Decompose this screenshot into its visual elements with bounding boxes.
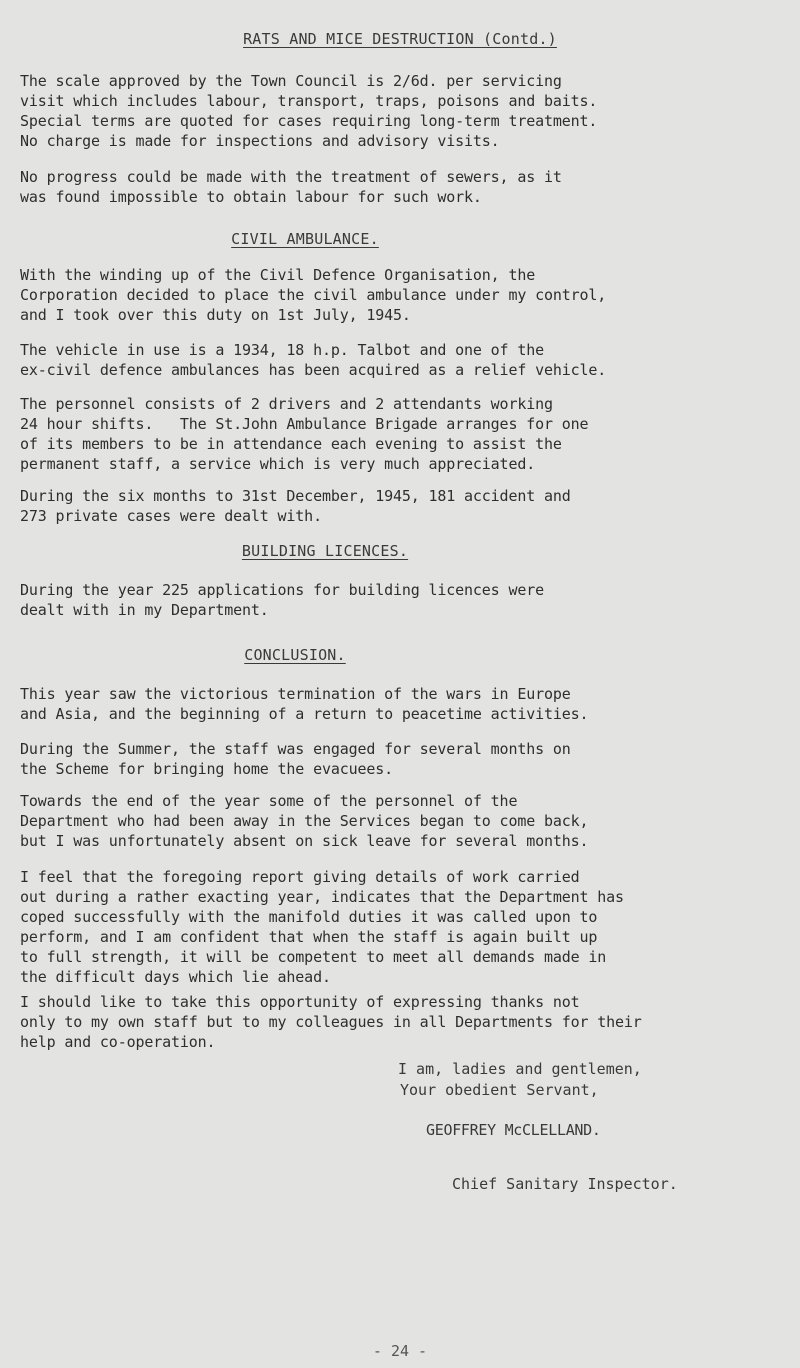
signoff-name: GEOFFREY McCLELLAND.	[426, 1121, 601, 1139]
paragraph-cases-dealt: During the six months to 31st December, 1945, 181 accident and 273 private cases were dealt with.	[20, 487, 571, 525]
paragraph-scale-charges: The scale approved by the Town Council is 2/6d. per servicing visit which includes labour, transport, traps, poisons and baits. Special terms are quoted for cases requiring long-term treatment. No charge is made for inspections and advisory visits.	[20, 72, 598, 150]
paragraph-sewers: No progress could be made with the treatment of sewers, as it was found impossible to obtain labour for such work.	[20, 168, 562, 206]
paragraph-sick-leave: Towards the end of the year some of the personnel of the Department who had been away in the Services began to come back, but I was unfortunately absent on sick leave for several months.	[20, 792, 589, 850]
signoff-greeting: I am, ladies and gentlemen,	[398, 1060, 642, 1078]
paragraph-personnel: The personnel consists of 2 drivers and 2 attendants working 24 hour shifts. The St.John Ambulance Brigade arranges for one of its members to be in attendance each evening to assist the permanent staff, a service which is very much appreciated.	[20, 395, 589, 473]
paragraph-vehicle: The vehicle in use is a 1934, 18 h.p. Talbot and one of the ex-civil defence ambulances has been acquired as a relief vehicle.	[20, 341, 607, 379]
section-heading-building-licences: BUILDING LICENCES.	[241, 542, 409, 560]
section-heading-civil-ambulance: CIVIL AMBULANCE.	[231, 230, 379, 248]
page-number: - 24 -	[372, 1342, 428, 1360]
section-heading-rats-mice: RATS AND MICE DESTRUCTION (Contd.)	[243, 30, 557, 48]
paragraph-foregoing-report: I feel that the foregoing report giving details of work carried out during a rather exacting year, indicates that the Department has coped successfully with the manifold duties it was called upon to perform, and I am confident that when the staff is again built up to full strength, it will be competent to meet all demands made in the difficult days which lie ahead.	[20, 868, 624, 986]
paragraph-thanks: I should like to take this opportunity of expressing thanks not only to my own staff but to my colleagues in all Departments for their help and co-operation.	[20, 993, 642, 1051]
signoff-closing: Your obedient Servant,	[400, 1081, 599, 1099]
paragraph-building-licences: During the year 225 applications for building licences were dealt with in my Department.	[20, 581, 544, 619]
signoff-title: Chief Sanitary Inspector.	[452, 1175, 678, 1193]
paragraph-civil-defence: With the winding up of the Civil Defence Organisation, the Corporation decided to place the civil ambulance under my control, and I took over this duty on 1st July, 1945.	[20, 266, 607, 324]
section-heading-conclusion: CONCLUSION.	[244, 646, 346, 664]
paragraph-victorious-termination: This year saw the victorious termination of the wars in Europe and Asia, and the beginning of a return to peacetime activities.	[20, 685, 589, 723]
paragraph-evacuees: During the Summer, the staff was engaged for several months on the Scheme for bringing home the evacuees.	[20, 740, 571, 778]
